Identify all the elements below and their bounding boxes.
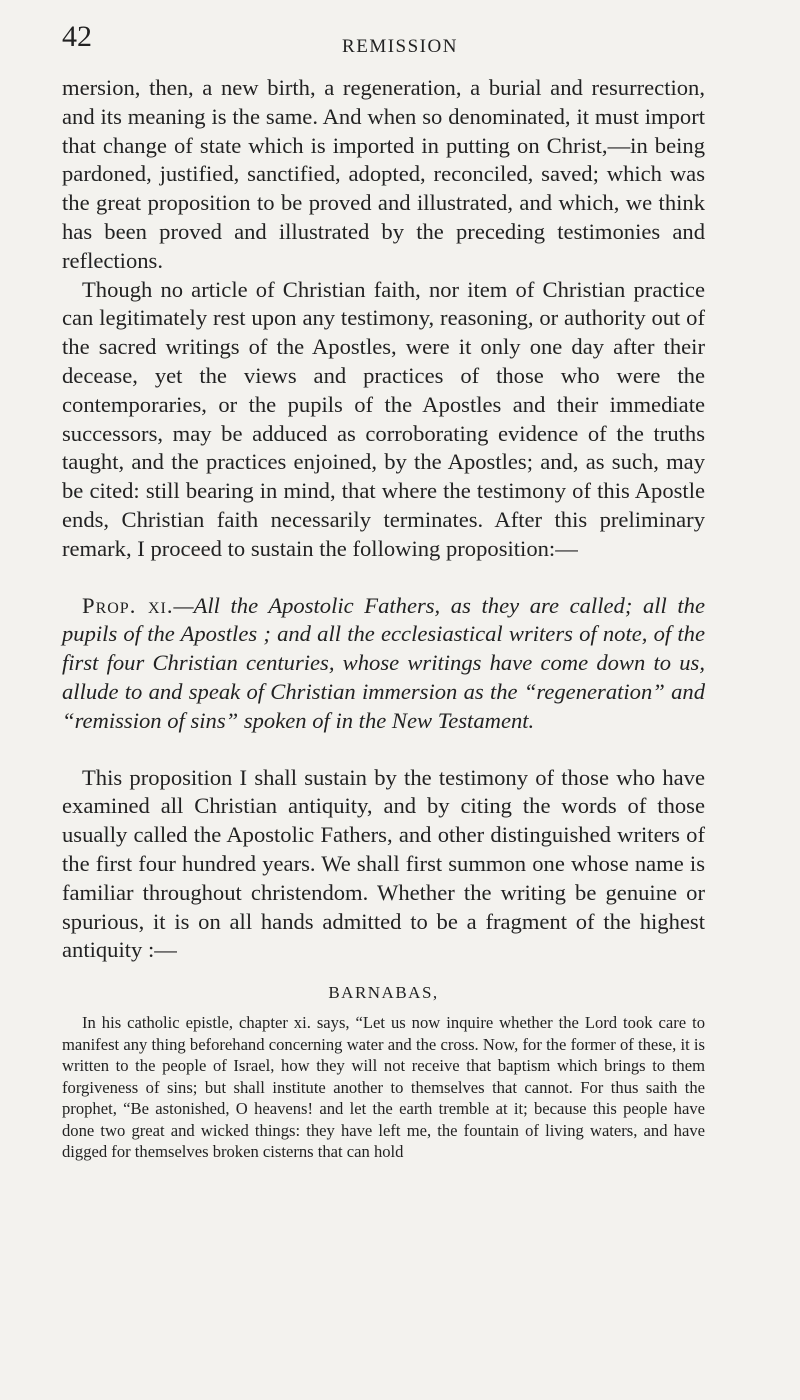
proposition bbox=[62, 592, 705, 736]
barnabas-quote: In his catholic epistle, chapter xi. says, “Let us now inquire whether the Lord took care to manifest any thing beforehand concerning water and the cross. Now, for the former of these, it is written to the people of Israel, how they will not receive that baptism which brings to them forgiveness of sins; but shall institute another to themselves that cannot. For thus saith the prophet, “Be astonished, O heavens! and let the earth tremble at it; because this people have done two great and wicked things: they have left me, the fountain of living waters, and have digged for themselves broken cisterns that can hold bbox=[62, 1012, 705, 1162]
paragraph-sustain: This proposition I shall sustain by the testimony of those who have examined all Christian antiquity, and by citing the words of those usually called the Apostolic Fathers, and other distinguished writers of the first four hundred years. We shall first summon one whose name is familiar throughout christendom. Whether the writing be genuine or spurious, it is on all hands admitted to be a fragment of the highest antiquity :— bbox=[62, 764, 705, 963]
paragraph-continuation: mersion, then, a new birth, a regeneration, a burial and resurrection, and its meaning is the same. And when so denominated, it must import that change of state which is imported in putting on Christ,—in being pardoned, justified, sanctified, adopted, reconciled, saved; which was the great proposition to be proved and illustrated, and which, we think has been proved and illustrated by the preceding testimonies and reflections. bbox=[62, 75, 705, 273]
proposition-label: Prop. xi. bbox=[82, 592, 174, 618]
page-number: 42 bbox=[62, 20, 92, 53]
section-heading-barnabas: BARNABAS, bbox=[328, 983, 439, 1003]
proposition-text: —All the Apostolic Fathers, as they are called; all the pupils of the Apostles ; and all the ecclesiastical writers of note, of the first four Christian centuries, whose writings have come down to us, allude to and speak of Christian immersion as the “regeneration” and “remission of sins” spoken of in the New Testament. bbox=[62, 592, 705, 733]
body-text bbox=[62, 74, 705, 1163]
running-title: REMISSION bbox=[342, 36, 458, 57]
paragraph-testimony: Though no article of Christian faith, nor item of Christian practice can legitimately rest upon any testimony, reasoning, or authority out of the sacred writings of the Apostles, were it only one day after their decease, yet the views and practices of those who were the contemporaries, or the pupils of the Apostles and their immediate successors, may be adduced as corroborating evidence of the truths taught, and the practices enjoined, by the Apostles; and, as such, may be cited: still bearing in mind, that where the testimony of this Apostle ends, Christian faith necessarily terminates. After this preliminary remark, I proceed to sustain the following proposition:— bbox=[62, 276, 705, 561]
